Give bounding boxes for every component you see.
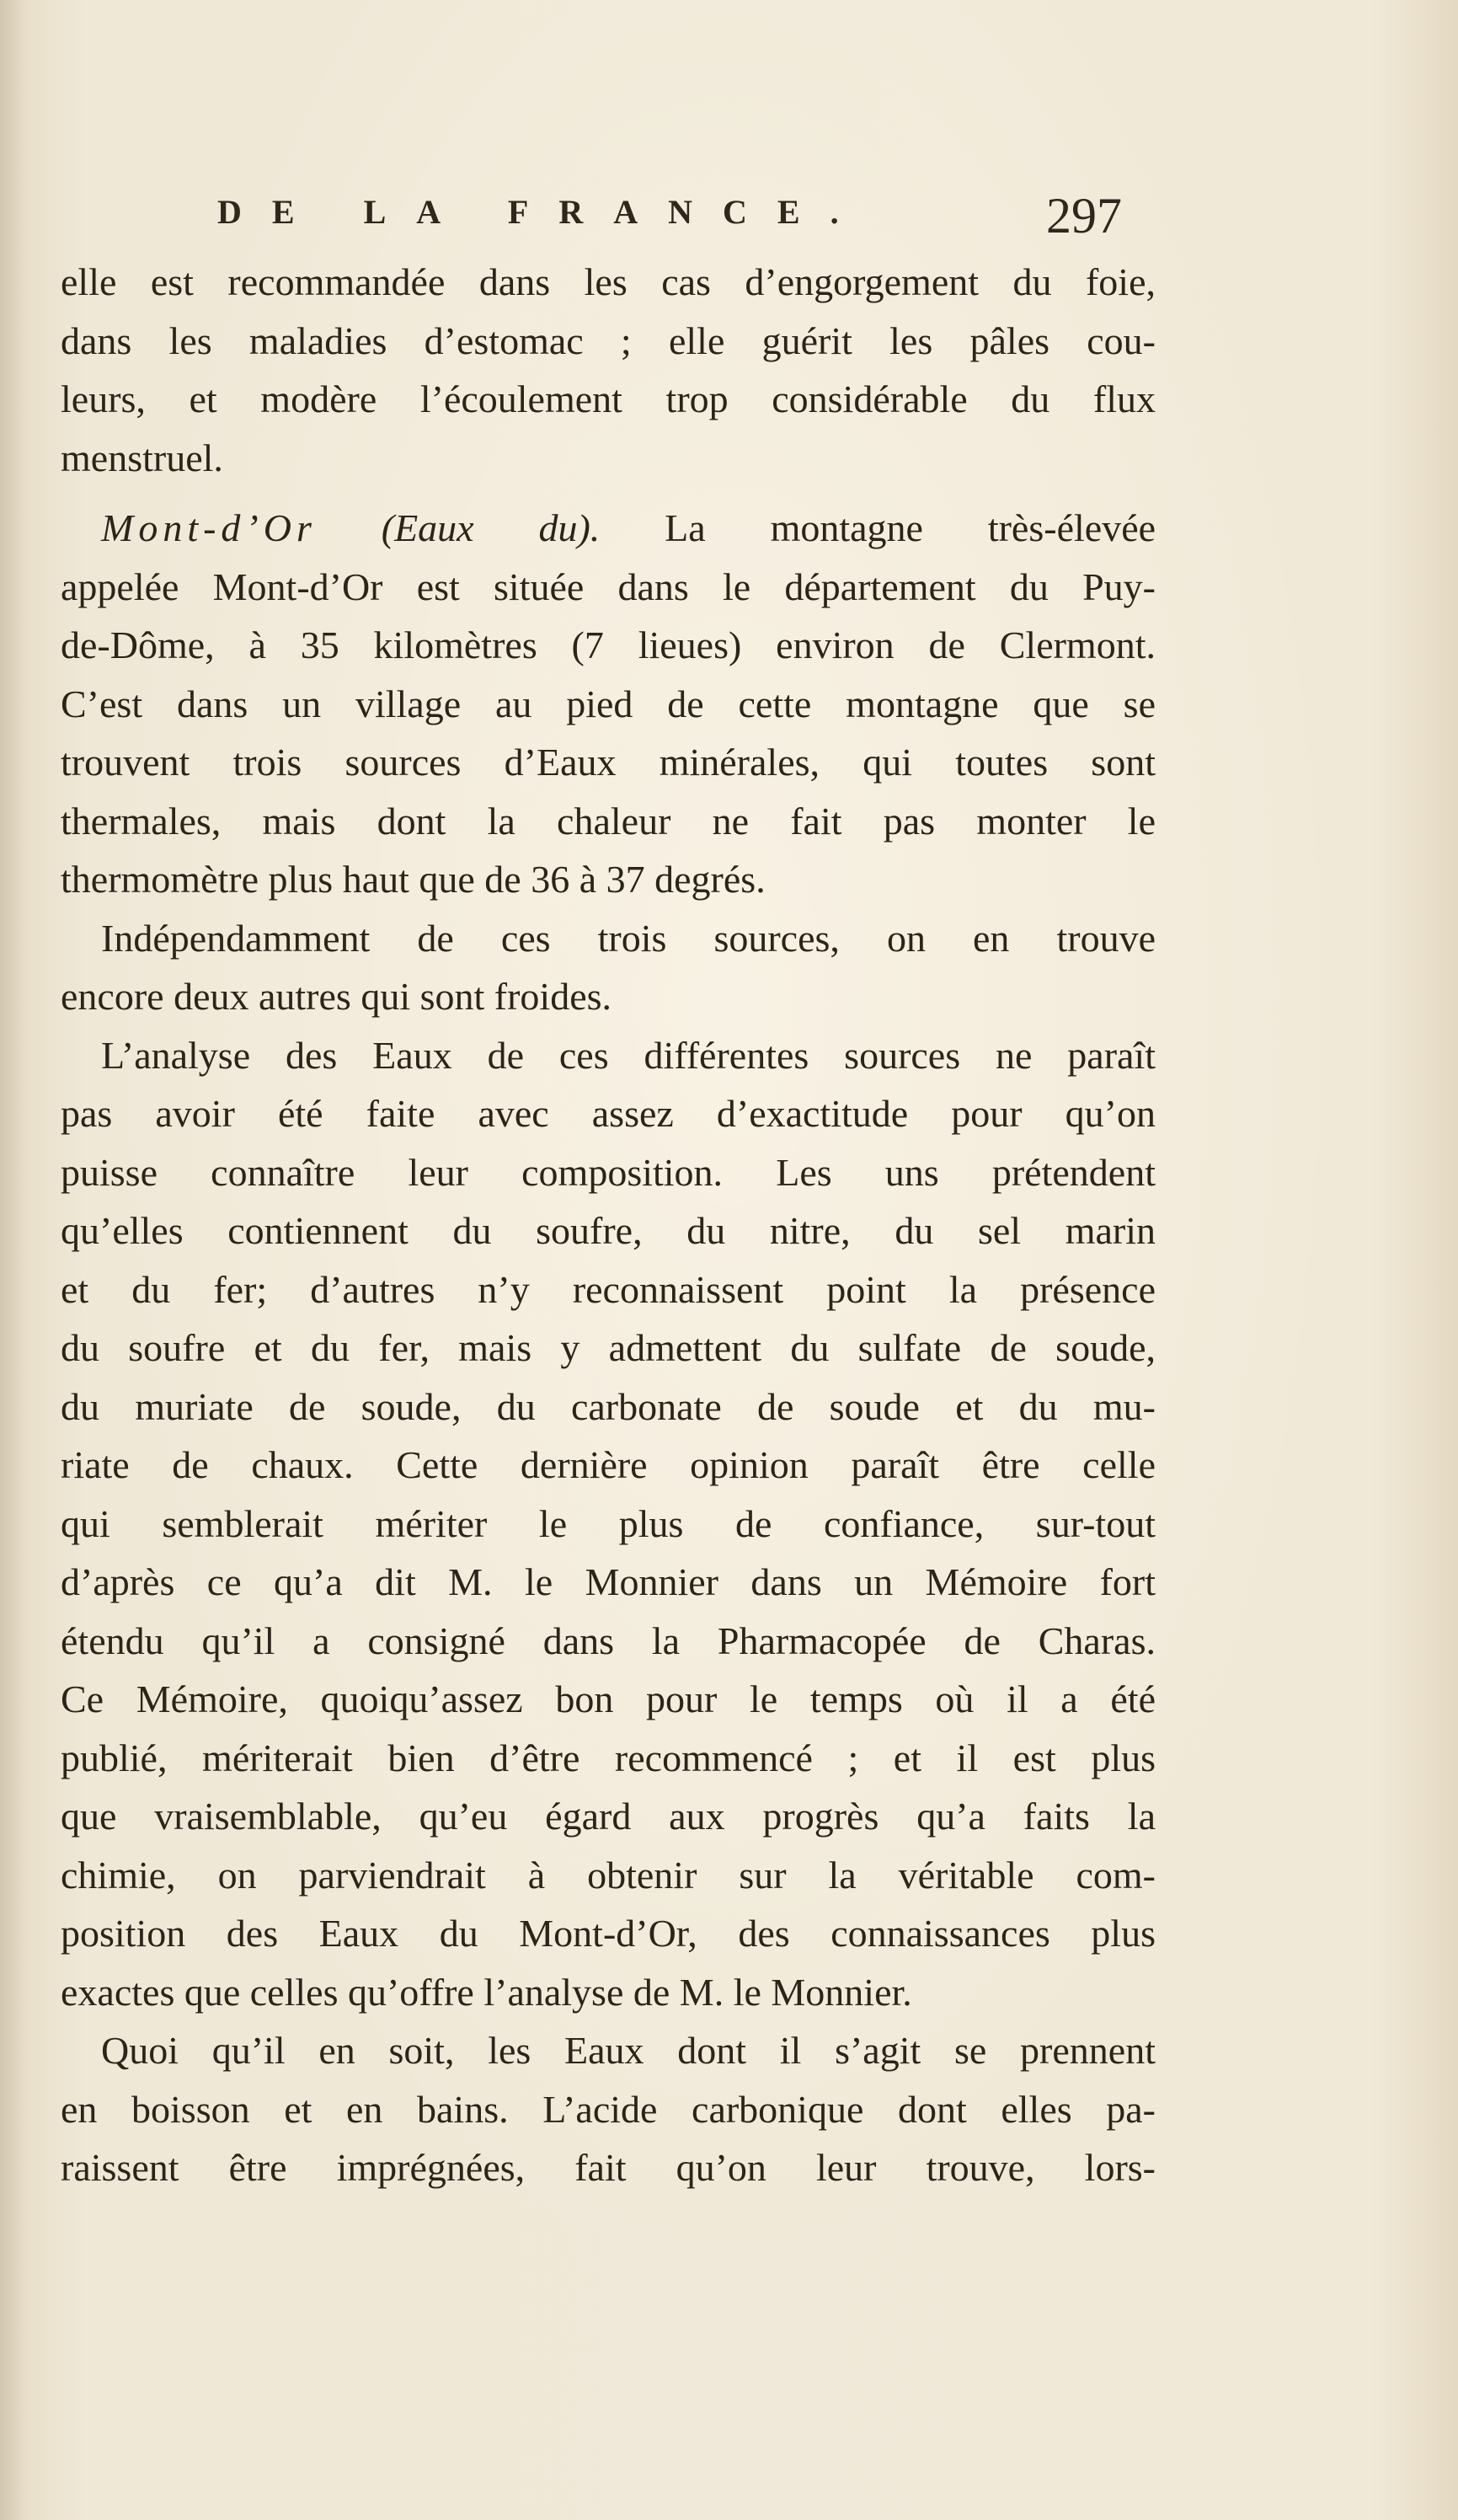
text-line: Ce Mémoire, quoiqu’assez bon pour le temps où il a été <box>61 1677 1156 1720</box>
entry-heading-rest: La montagne très-élevée <box>665 506 1156 549</box>
text-line: C’est dans un village au pied de cette montagne que se <box>61 682 1156 725</box>
paragraph-1 <box>61 253 1156 487</box>
text-line: thermomètre plus haut que de 36 à 37 degrés. <box>61 858 766 901</box>
text-line: pas avoir été faite avec assez d’exactitude pour qu’on <box>61 1092 1156 1135</box>
text-line: qui semblerait mériter le plus de confiance, sur-tout <box>61 1501 1156 1545</box>
entry-heading-qualifier: (Eaux du). <box>381 506 601 549</box>
text-line: étendu qu’il a consigné dans la Pharmacopée de Charas. <box>61 1618 1156 1662</box>
text-line: de-Dôme, à 35 kilomètres (7 lieues) environ de Clermont. <box>61 623 1156 666</box>
text-line: Quoi qu’il en soit, les Eaux dont il s’agit se prennent <box>101 2029 1156 2072</box>
text-line: et du fer; d’autres n’y reconnaissent point la présence <box>61 1267 1156 1311</box>
text-line: menstruel. <box>61 436 223 479</box>
text-line: thermales, mais dont la chaleur ne fait pas monter le <box>61 799 1156 843</box>
text-line: que vraisemblable, qu’eu égard aux progrès qu’a faits la <box>61 1795 1156 1838</box>
page-number: 297 <box>1046 188 1122 243</box>
text-line: position des Eaux du Mont-d’Or, des connaissances plus <box>61 1912 1156 1955</box>
entry-heading-line <box>61 499 1156 558</box>
text-line: d’après ce qu’a dit M. le Monnier dans un Mémoire fort <box>61 1560 1156 1603</box>
text-line: raissent être imprégnées, fait qu’on leur trouve, lors- <box>61 2146 1156 2189</box>
text-line: publié, mériterait bien d’être recommencé ; et il est plus <box>61 1736 1156 1779</box>
text-line: dans les maladies d’estomac ; elle guérit les pâles cou- <box>61 318 1156 362</box>
text-line: puisse connaître leur composition. Les uns prétendent <box>61 1150 1156 1194</box>
paragraph-4 <box>61 1026 1156 2022</box>
running-title: DE LA FRANCE. <box>217 193 869 231</box>
text-line: encore deux autres qui sont froides. <box>61 975 612 1018</box>
entry-heading-name: Mont-d’Or <box>101 506 317 549</box>
text-line: du soufre et du fer, mais y admettent du sulfate de soude, <box>61 1326 1156 1369</box>
body-text <box>61 253 1156 2197</box>
paragraph-3 <box>61 909 1156 1026</box>
text-line: en boisson et en bains. L’acide carbonique dont elles pa- <box>61 2087 1156 2131</box>
text-line: appelée Mont-d’Or est située dans le département du Puy- <box>61 564 1156 608</box>
text-line: du muriate de soude, du carbonate de soude et du mu- <box>61 1384 1156 1428</box>
text-line: Indépendamment de ces trois sources, on en trouve <box>101 916 1156 960</box>
paragraph-mont-dor <box>61 499 1156 909</box>
text-line: trouvent trois sources d’Eaux minérales, qui toutes sont <box>61 741 1156 784</box>
text-line: riate de chaux. Cette dernière opinion paraît être celle <box>61 1443 1156 1486</box>
text-line: chimie, on parviendrait à obtenir sur la véritable com- <box>61 1853 1156 1897</box>
text-line: L’analyse des Eaux de ces différentes sources ne paraît <box>101 1033 1156 1077</box>
text-line: exactes que celles qu’offre l’analyse de M. le Monnier. <box>61 1970 912 2014</box>
gutter-shadow <box>0 0 29 2520</box>
paragraph-5 <box>61 2021 1156 2197</box>
text-line: leurs, et modère l’écoulement trop considérable du flux <box>61 377 1156 420</box>
text-line: elle est recommandée dans les cas d’engorgement du foie, <box>61 260 1156 303</box>
running-head <box>61 187 1156 246</box>
text-line: qu’elles contiennent du soufre, du nitre, du sel marin <box>61 1209 1156 1252</box>
